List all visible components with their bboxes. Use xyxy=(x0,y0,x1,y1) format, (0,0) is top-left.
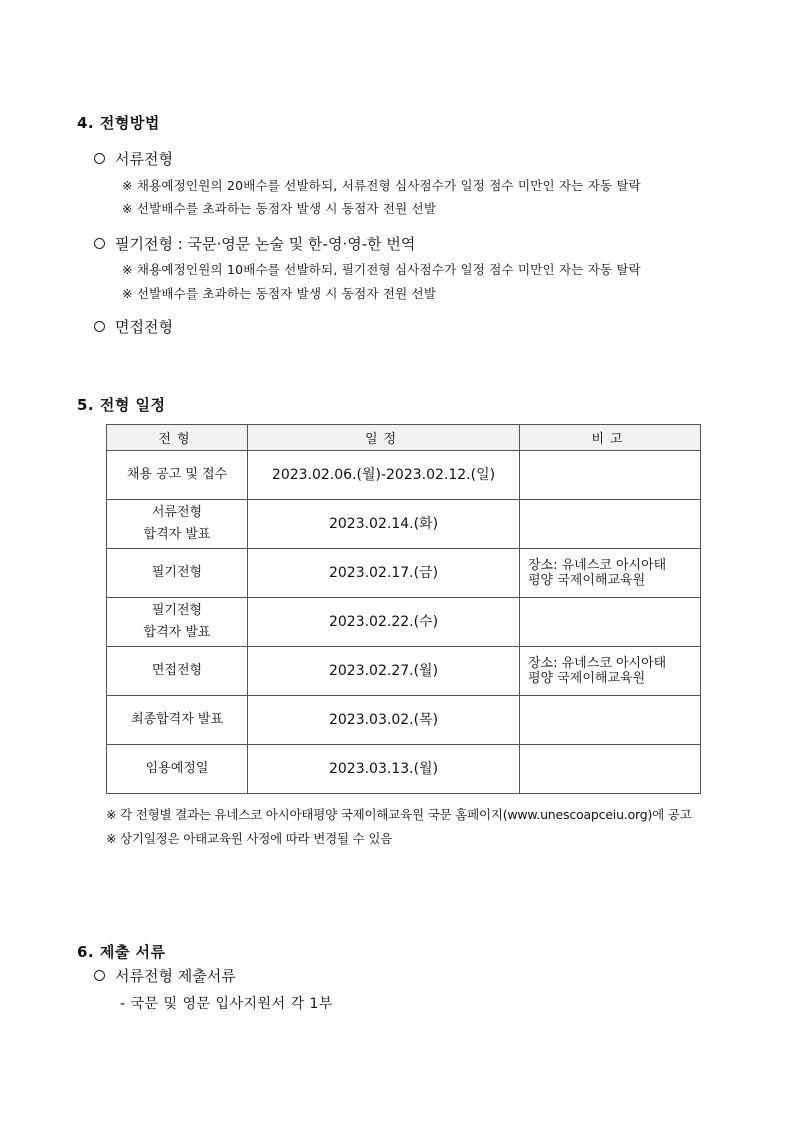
method-item-written xyxy=(94,233,415,254)
date-cell: 2023.02.14.(화) xyxy=(248,500,520,549)
method-item-interview xyxy=(94,316,173,337)
method-item-document xyxy=(94,148,173,169)
table-row xyxy=(107,598,701,647)
note-cell xyxy=(520,696,701,745)
date-cell: 2023.02.27.(월) xyxy=(248,647,520,696)
section-5-title: 5. 전형 일정 xyxy=(77,396,166,414)
note-cell xyxy=(520,500,701,549)
stage-text: 필기전형 xyxy=(151,565,203,580)
schedule-table xyxy=(106,424,701,794)
date-cell: 2023.02.06.(월)-2023.02.12.(일) xyxy=(248,451,520,500)
stage-text: 합격자 발표 xyxy=(143,527,211,542)
header-note: 비고 xyxy=(520,425,701,451)
stage-cell xyxy=(107,745,248,794)
table-row xyxy=(107,647,701,696)
schedule-footnote: ※ 각 전형별 결과는 유네스코 아시아태평양 국제이해교육원 국문 홈페이지(www.unescoapceiu.org)에 공고 xyxy=(106,807,692,822)
header-date: 일정 xyxy=(248,425,520,451)
date-cell: 2023.03.13.(월) xyxy=(248,745,520,794)
note-cell xyxy=(520,647,701,696)
circle-bullet-icon xyxy=(94,970,105,981)
submission-label: 서류전형 제출서류 xyxy=(115,967,236,985)
date-cell: 2023.03.02.(목) xyxy=(248,696,520,745)
stage-cell xyxy=(107,647,248,696)
note-cell xyxy=(520,549,701,598)
note-cell xyxy=(520,451,701,500)
circle-bullet-icon xyxy=(94,321,105,332)
stage-cell xyxy=(107,549,248,598)
table-row xyxy=(107,696,701,745)
schedule-footnote: ※ 상기일정은 아태교육원 사정에 따라 변경될 수 있음 xyxy=(106,831,393,846)
stage-text: 면접전형 xyxy=(151,663,203,678)
stage-cell xyxy=(107,451,248,500)
method-note: ※ 채용예정인원의 20배수를 선발하되, 서류전형 심사점수가 일정 점수 미만인 자는 자동 탈락 xyxy=(122,178,641,193)
header-stage: 전형 xyxy=(107,425,248,451)
note-text: 평양 국제이해교육원 xyxy=(528,671,646,686)
method-note: ※ 선발배수를 초과하는 동점자 발생 시 동점자 전원 선발 xyxy=(122,286,437,301)
method-label: 필기전형 : 국문·영문 논술 및 한-영·영-한 번역 xyxy=(115,235,416,253)
circle-bullet-icon xyxy=(94,238,105,249)
table-row xyxy=(107,549,701,598)
table-row xyxy=(107,451,701,500)
submission-item xyxy=(94,965,236,986)
date-cell: 2023.02.17.(금) xyxy=(248,549,520,598)
note-text: 평양 국제이해교육원 xyxy=(528,573,646,588)
stage-cell xyxy=(107,696,248,745)
stage-cell xyxy=(107,500,248,549)
stage-cell xyxy=(107,598,248,647)
submission-detail: - 국문 및 영문 입사지원서 각 1부 xyxy=(120,996,333,1012)
stage-text: 임용예정일 xyxy=(145,761,209,776)
method-label: 면접전형 xyxy=(115,318,173,336)
section-6-title: 6. 제출 서류 xyxy=(77,943,166,961)
stage-text: 서류전형 xyxy=(151,505,203,520)
table-row xyxy=(107,500,701,549)
note-text: 장소: 유네스코 아시아태 xyxy=(528,656,667,671)
circle-bullet-icon xyxy=(94,153,105,164)
table-row xyxy=(107,745,701,794)
method-note: ※ 채용예정인원의 10배수를 선발하되, 필기전형 심사점수가 일정 점수 미만인 자는 자동 탈락 xyxy=(122,262,641,277)
method-note: ※ 선발배수를 초과하는 동점자 발생 시 동점자 전원 선발 xyxy=(122,201,437,216)
stage-text: 필기전형 xyxy=(151,603,203,618)
note-cell xyxy=(520,598,701,647)
stage-text: 채용 공고 및 접수 xyxy=(126,467,228,482)
stage-text: 최종합격자 발표 xyxy=(130,712,224,727)
note-text: 장소: 유네스코 아시아태 xyxy=(528,558,667,573)
section-4-title: 4. 전형방법 xyxy=(77,114,160,132)
note-cell xyxy=(520,745,701,794)
stage-text: 합격자 발표 xyxy=(143,625,211,640)
method-label: 서류전형 xyxy=(115,150,173,168)
date-cell: 2023.02.22.(수) xyxy=(248,598,520,647)
table-header-row xyxy=(107,425,701,451)
